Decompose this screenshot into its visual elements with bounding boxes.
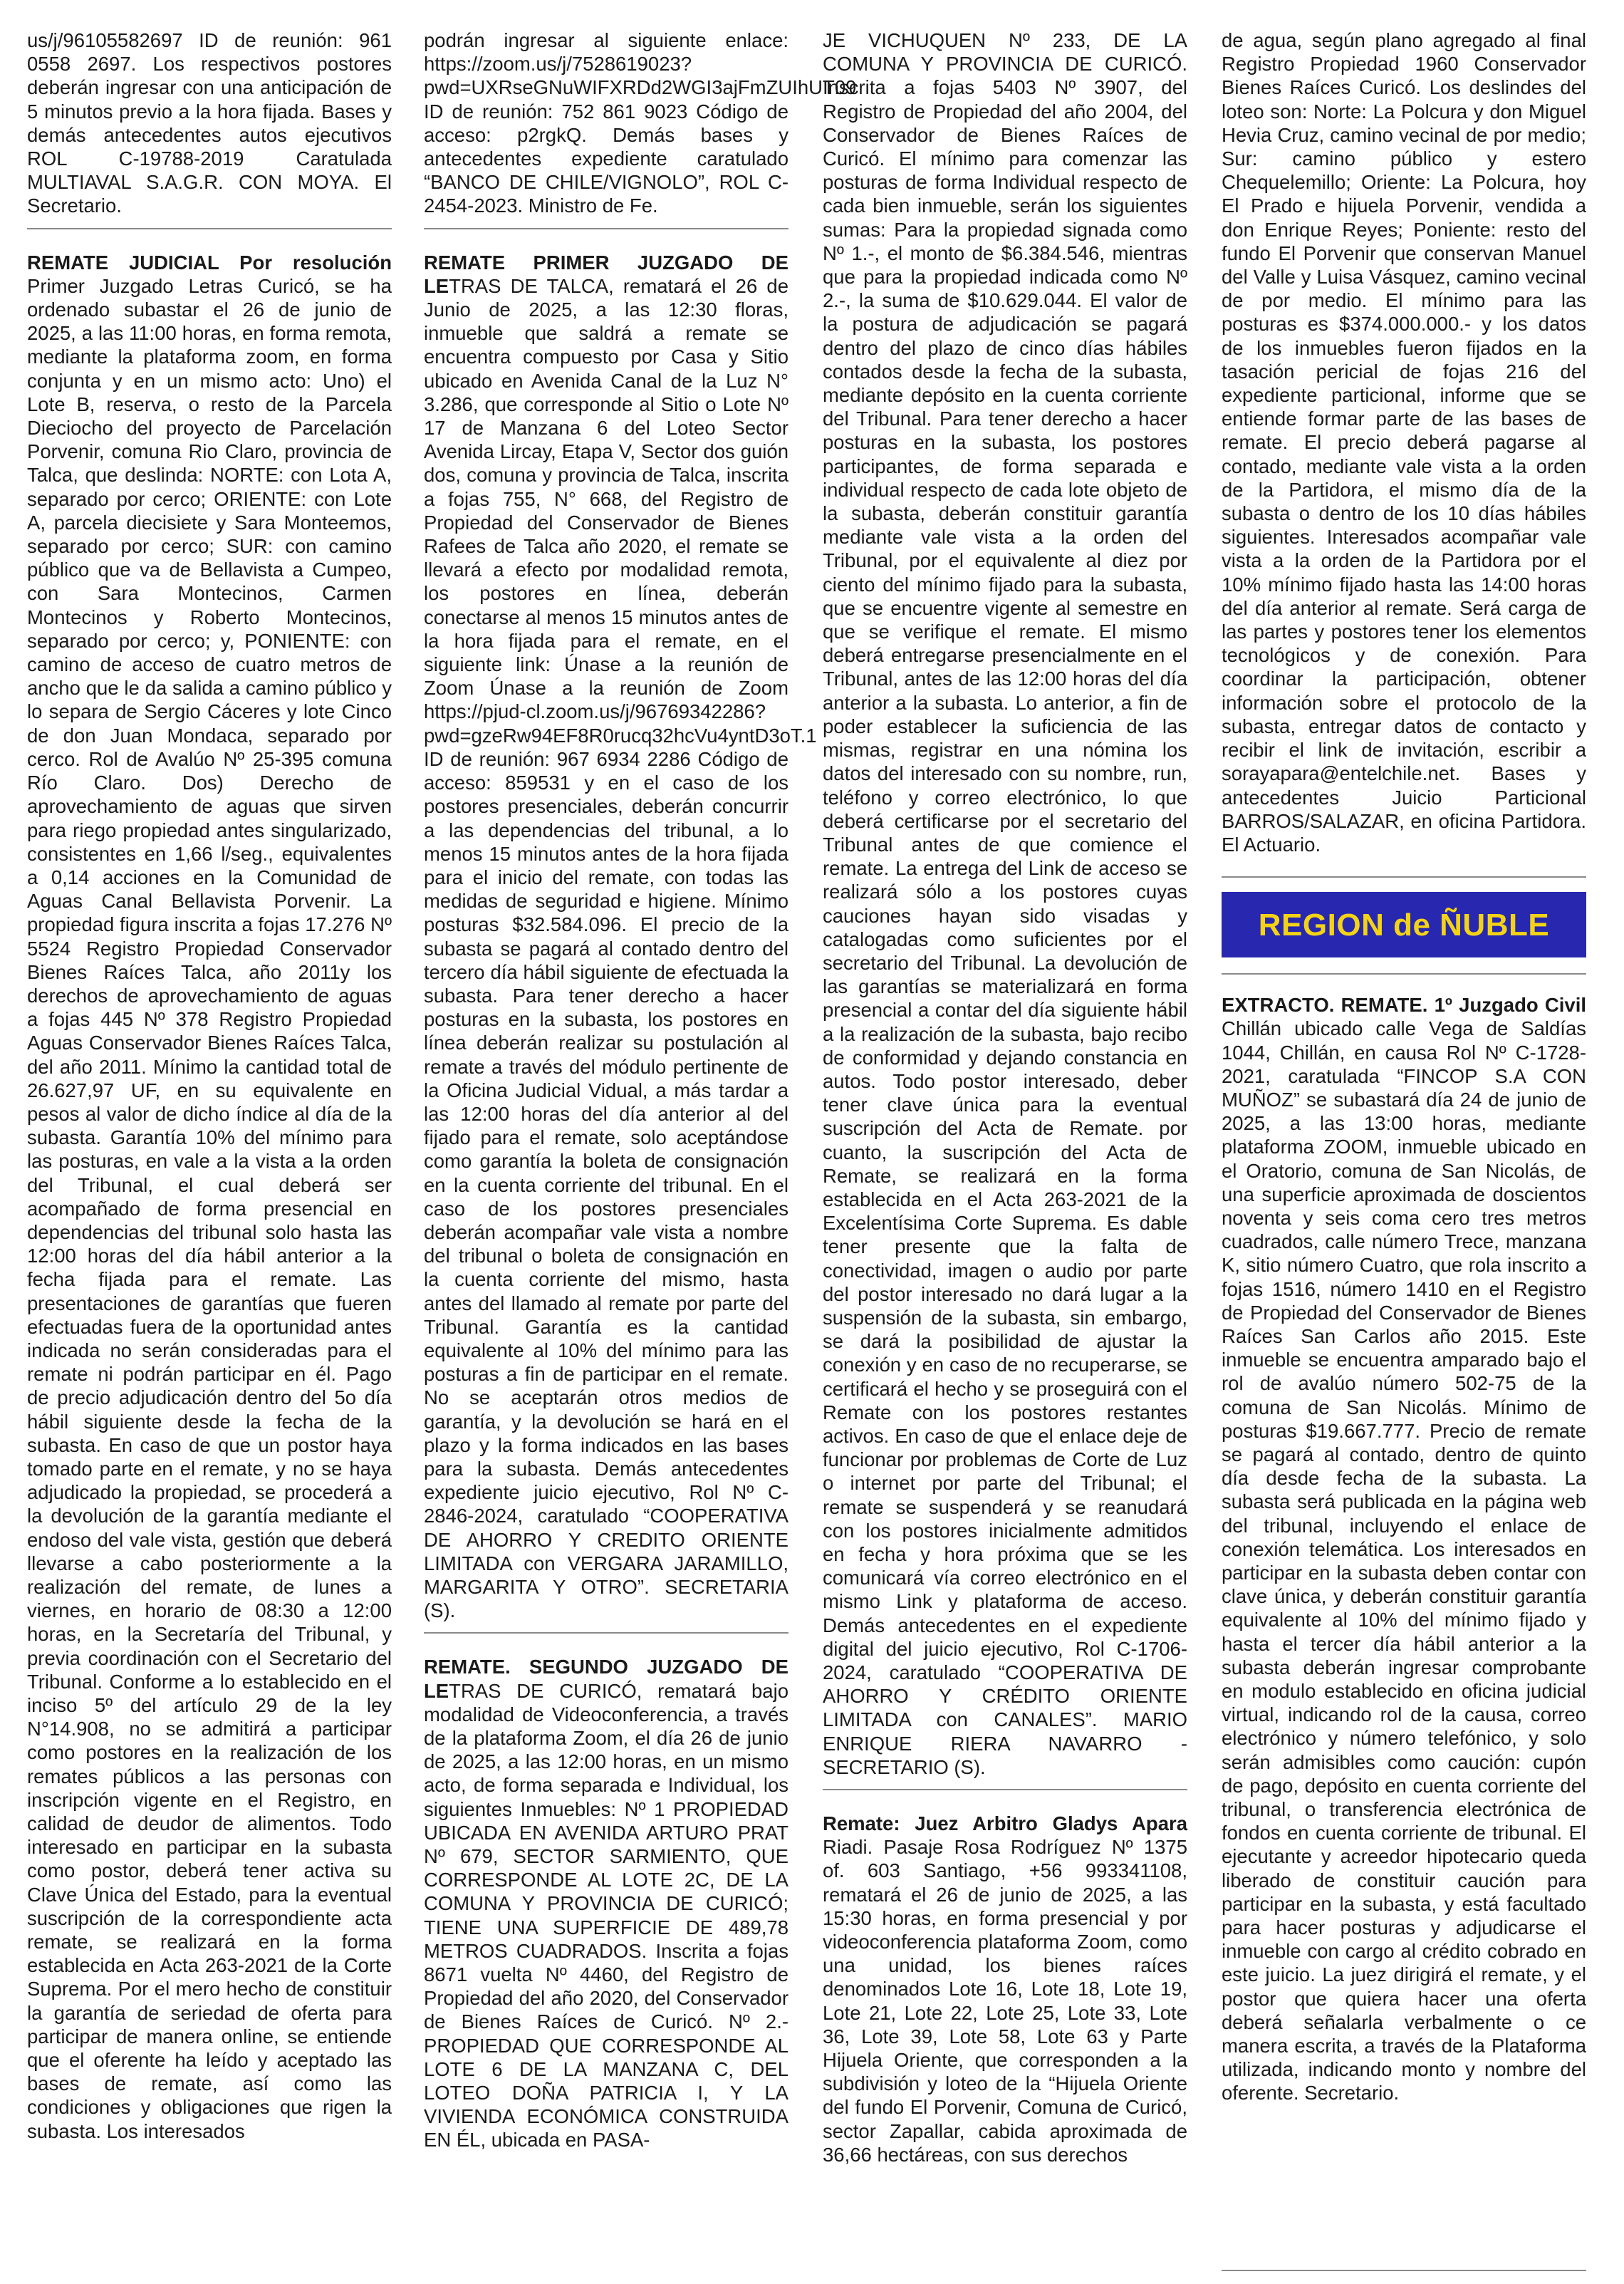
legal-notice — [823, 28, 1187, 1779]
region-banner — [1222, 892, 1586, 957]
notice-paragraph — [823, 28, 1187, 1779]
notice-paragraph — [424, 251, 817, 1623]
legal-notice — [1222, 28, 1586, 856]
notice-body: us/j/96105582697 ID de reunión: 961 0558 2697. Los respectivos postores deberán ingresar con una anticipación de 5 minutos previo a la hora fijada. Bases y demás antecedentes autos ejecutivos ROL C-19788-2019 Caratulada MULTIAVAL S.A.G.R. CON MOYA. El Secretario. — [27, 29, 392, 217]
notice-divider — [424, 1632, 788, 1634]
notice-body: de agua, según plano agregado al final Registro Propiedad 1960 Conservador Bienes Raíces Curicó. Los deslindes del loteo son: Norte: La Polcura y don Miguel Hevia Cruz, camino vecinal de por medio; Sur: camino público y estero Chequelemillo; Oriente: La Polcura, hoy El Prado e hijuela Porvenir, vendida a don Enrique Reyes; Poniente: resto del fundo El Porvenir que conservan Manuel del Valle y Luisa Vásquez, camino vecinal de por medio. El mínimo para las posturas es $374.000.000.- y los datos de los inmuebles fueron fijados en la tasación pericial de fojas 216 del expediente particional, informe que se entiende formar parte de las bases de remate. El precio deberá pagarse al contado, mediante vale vista a la orden de la Partidora, el mismo día de la subasta o dentro de los 10 días hábiles siguientes. Interesados acompañar vale vista a la orden de la Partidora por el 10% mínimo fijado hasta las 14:00 horas del día anterior al remate. Será carga de las partes y postores tener los elementos tecnológicos y de conexión. Para coordinar la participación, obtener información sobre el protocolo de la subasta, entregar datos de contacto y recibir el link de invitación, escribir a sorayapara@entelchile.net. Bases y antecedentes Juicio Particional BARROS/SALAZAR, en oficina Partidora. El Actuario. — [1222, 29, 1586, 856]
notice-body: Riadi. Pasaje Rosa Rodríguez Nº 1375 of. 603 Santiago, +56 993341108, rematará el 26 de junio de 2025, a las 15:30 horas, en forma presencial y por videoconferencia plataforma Zoom, como una unidad, los bienes raíces denominados Lote 16, Lote 18, Lote 19, Lote 21, Lote 22, Lote 25, Lote 33, Lote 36, Lote 39, Lote 58, Lote 63 y Parte Hijuela Oriente, que corresponden a la subdivisión y loteo de la “Hijuela Oriente del fundo El Porvenir, Comuna de Curicó, sector Zapallar, cabida aproximada de 36,66 hectáreas, con sus derechos — [823, 1836, 1187, 2166]
notice-heading: EXTRACTO. REMATE. 1º Juzgado Civil — [1222, 994, 1586, 1017]
notice-heading: Remate: Juez Arbitro Gladys Apara — [823, 1812, 1187, 1835]
column-1 — [27, 28, 392, 2143]
notice-paragraph — [1222, 28, 1586, 856]
column-3 — [823, 28, 1187, 2166]
legal-notice — [424, 251, 817, 1623]
legal-notice — [27, 28, 392, 218]
legal-notice — [27, 251, 392, 2143]
bottom-divider — [1222, 2270, 1586, 2271]
column-2 — [424, 28, 857, 2152]
notice-body: TRAS DE TALCA, rematará el 26 de Junio de 2025, a las 12:30 floras, inmueble que saldrá a remate se encuentra compuesto por Casa y Sitio ubicado en Avenida Canal de la Luz N° 3.286, que corresponde al Sitio o Lote Nº 17 de Manzana 6 del Loteo Sector Avenida Lircay, Etapa V, Sector dos guión dos, comuna y provincia de Talca, inscrita a fojas 755, N° 668, del Registro de Propiedad del Conservador de Bienes Rafees de Talca año 2020, el remate se llevará a efecto por modalidad remota, los postores en línea, deberán conectarse al menos 15 minutos antes de la hora fijada para el remate, en el siguiente link: Únase a la reunión de Zoom Únase a la reunión de Zoom https://pjud-cl.zoom.us/j/96769342286?pwd=gzeRw94EF8R0rucq32hcVu4yntD3oT.1 ID de reunión: 967 6934 2286 Código de acceso: 859531 y en el caso de los postores presenciales, deberán concurrir a las dependencias del tribunal, a lo menos 15 minutos antes de la hora fijada para el inicio del remate, con todas las medidas de seguridad e higiene. Mínimo posturas $32.584.096. El precio de la subasta se pagará al contado dentro del tercero día hábil siguiente de efectuada la subasta. Para tener derecho a hacer posturas en la subasta, los postores en línea deberán realizar su postulación al remate a través del módulo pertinente de la Oficina Judicial Vidual, a más tardar a las 12:00 horas del día anterior al del fijado para el remate, solo aceptándose como garantía la boleta de consignación en la cuenta corriente del tribunal. En el caso de los postores presenciales deberán acompañar vale vista a nombre del tribunal o boleta de consignación en la cuenta corriente del mismo, hasta antes del llamado al remate por parte del Tribunal. Garantía es la cantidad equivalente al 10% del mínimo para las posturas a fin de participar en el remate. No se aceptarán otros medios de garantía, y la devolución se hará en el plazo y la forma indicados en las bases para la subasta. Demás antecedentes expediente juicio ejecutivo, Rol Nº C-2846-2024, caratulado “COOPERATIVA DE AHORRO Y CREDITO ORIENTE LIMITADA con VERGARA JARAMILLO, MARGARITA Y OTRO”. SECRETARIA (S). — [424, 274, 817, 1622]
notice-divider — [424, 228, 788, 229]
notice-body: Chillán ubicado calle Vega de Saldías 1044, Chillán, en causa Rol Nº C-1728-2021, caratulada “FINCOP S.A CON MUÑOZ” se subastará día 24 de junio de 2025, a las 13:00 horas, mediante plataforma ZOOM, inmueble ubicado en el Oratorio, comuna de San Nicolás, de una superficie aproximada de doscientos noventa y seis coma cero tres metros cuadrados, calle número Trece, manzana K, sitio número Cuatro, que rola inscrito a fojas 1516, número 1410 en el Registro de Propiedad del Conservador de Bienes Raíces San Carlos año 2015. Este inmueble se encuentra amparado bajo el rol de avalúo número 502-75 de la comuna de San Nicolás. Mínimo de posturas $19.667.777. Precio de remate se pagará al contado, dentro de quinto día desde fecha de la subasta. La subasta será publicada en la página web del tribunal, incluyendo el enlace de conexión telemática. Los interesados en participar en la subasta deben contar con clave única, y deberán constituir garantía equivalente al 10% del mínimo fijado y hasta el tercer día hábil anterior a la subasta deberán ingresar comprobante en modulo establecido en oficina judicial virtual, indicando rol de la causa, correo electrónico y número telefónico, y solo serán admisibles como caución: cupón de pago, depósito en cuenta corriente del tribunal, o transferencia electrónica de fondos en cuenta corriente de tribunal. El ejecutante y acreedor hipotecario queda liberado de constituir caución para participar en la subasta, y está facultado para hacer posturas y adjudicarse el inmueble con cargo al crédito cobrado en este juicio. La juez dirigirá el remate, y el postor que quiera hacer una oferta deberá señalarla verbalmente o ce manera escrita, a través de la Plataforma utilizada, indicando monto y nombre del oferente. Secretario. — [1222, 1017, 1586, 2104]
notice-heading: REMATE. SEGUNDO JUZGADO DE LE — [424, 1656, 788, 1702]
legal-notice — [424, 1655, 788, 2151]
notice-divider — [27, 228, 392, 229]
notice-divider — [823, 1789, 1187, 1790]
notice-paragraph — [1222, 993, 1586, 2105]
divider — [1222, 973, 1586, 975]
notice-paragraph — [424, 1655, 788, 2151]
notice-heading: REMATE PRIMER JUZGADO DE LE — [424, 251, 788, 297]
column-4 — [1222, 28, 1586, 2105]
divider — [1222, 876, 1586, 878]
notice-paragraph — [27, 251, 392, 2143]
notice-body: JE VICHUQUEN Nº 233, DE LA COMUNA Y PROVINCIA DE CURICÓ. Inscrita a fojas 5403 Nº 3907, del Registro de Propiedad del año 2004, del Conservador de Bienes Raíces de Curicó. El mínimo para comenzar las posturas de forma Individual respecto de cada bien inmueble, serán los siguientes sumas: Para la propiedad signada como Nº 1.-, el monto de $6.384.546, mientras que para la propiedad indicada como Nº 2.-, la suma de $10.629.044. El valor de la postura de adjudicación se pagará dentro del plazo de cinco días hábiles contados desde la fecha de la subasta, mediante depósito en la cuenta corriente del Tribunal. Para tener derecho a hacer posturas en la subasta, los postores participantes, de forma separada e individual respecto de cada lote objeto de la subasta, deberán constituir garantía mediante vale vista a la orden del Tribunal, por el equivalente al diez por ciento del mínimo fijado para la subasta, que se encuentre vigente al semestre en que se verifique el remate. El mismo deberá entregarse presencialmente en el Tribunal, antes de las 12:00 horas del día anterior a la subasta. Lo anterior, a fin de poder establecer la suficiencia de las mismas, registrar en una nómina los datos del interesado con su nombre, run, teléfono y correo electrónico, lo que deberá certificarse por el secretario del Tribunal antes de que comience el remate. La entrega del Link de acceso se realizará sólo a los postores cuyas cauciones hayan sido visadas y catalogadas como suficientes por el secretario del Tribunal. La devolución de las garantías se materializará en forma presencial a contar del día siguiente hábil a la realización de la subasta, bajo recibo de conformidad y dejando constancia en autos. Todo postor interesado, deber tener clave única para la eventual suscripción del Acta de Remate. por cuanto, la suscripción del Acta de Remate, se realizará en la forma establecida en el Acta 263-2021 de la Excelentísima Corte Suprema. Es dable tener presente que la falta de conectividad, imagen o audio por parte del postor interesado no dará lugar a la suspensión de la subasta, sin embargo, se dará la posibilidad de ajustar la conexión y en caso de no recuperarse, se certificará el hecho y se proseguirá con el Remate con los postores restantes activos. En caso de que el enlace deje de funcionar por problemas de Corte de Luz o internet por parte del Tribunal; el remate se suspenderá y se reanudará con los postores inicialmente admitidos en fecha y hora próxima que se les comunicará vía correo electrónico en el mismo Link y plataforma de acceso. Demás antecedentes en el expediente digital del juicio ejecutivo, Rol C-1706-2024, caratulado “COOPERATIVA DE AHORRO Y CRÉDITO ORIENTE LIMITADA con CANALES”. MARIO ENRIQUE RIERA NAVARRO - SECRETARIO (S). — [823, 29, 1187, 1778]
legal-notice — [424, 28, 857, 218]
notice-body: TRAS DE CURICÓ, rematará bajo modalidad de Videoconferencia, a través de la plataforma Zoom, el día 26 de junio de 2025, a las 12:00 horas, en un mismo acto, de forma separada e Individual, los siguientes Inmuebles: Nº 1 PROPIEDAD UBICADA EN AVENIDA ARTURO PRAT Nº 679, SECTOR SARMIENTO, QUE CORRESPONDE AL LOTE 2C, DE LA COMUNA Y PROVINCIA DE CURICÓ; TIENE UNA SUPERFICIE DE 489,78 METROS CUADRADOS. Inscrita a fojas 8671 vuelta Nº 4460, del Registro de Propiedad del año 2020, del Conservador de Bienes Raíces de Curicó. Nº 2.- PROPIEDAD QUE CORRESPONDE AL LOTE 6 DE LA MANZANA C, DEL LOTEO DOÑA PATRICIA I, Y LA VIVIENDA ECONÓMICA CONSTRUIDA EN ÉL, ubicada en PASA- — [424, 1679, 788, 2151]
notice-body: Primer Juzgado Letras Curicó, se ha ordenado subastar el 26 de junio de 2025, a las 11:00 horas, en forma remota, mediante la plataforma zoom, en forma conjunta y en un mismo acto: Uno) el Lote B, reserva, o resto de la Parcela Dieciocho del proyecto de Parcelación Porvenir, comuna Rio Claro, provincia de Talca, que deslinda: NORTE: con Lota A, separado por cerco; ORIENTE: con Lote A, parcela diecisiete y Sara Monteemos, separado por cerco; SUR: con camino público que va de Bellavista a Cumpeo, con Sara Montecinos, Carmen Montecinos y Roberto Montecinos, separado por cerco; y, PONIENTE: con camino de acceso de cuatro metros de ancho que le da salida a camino público y lo separa de Sergio Cáceres y lote Cinco de don Juan Mondaca, separado por cerco. Rol de Avalúo Nº 25-395 comuna Río Claro. Dos) Derecho de aprovechamiento de aguas que sirven para riego propiedad antes singularizado, consistentes en 1,66 l/seg., equivalentes a 0,14 acciones en la Comunidad de Aguas Canal Bellavista Porvenir. La propiedad figura inscrita a fojas 17.276 Nº 5524 Registro Propiedad Conservador Bienes Raíces Talca, año 2011y los derechos de aprovechamiento de aguas a fojas 445 Nº 378 Registro Propiedad Aguas Conservador Bienes Raíces Talca, del año 2011. Mínimo la cantidad total de 26.627,97 UF, en su equivalente en pesos al valor de dicho índice al día de la subasta. Garantía 10% del mínimo para las posturas, en vale a la vista a la orden del Tribunal, el cual deberá ser acompañado de forma presencial en dependencias del tribunal solo hasta las 12:00 horas del día hábil anterior a la fecha fijada para el remate. Las presentaciones de garantías que fueren efectuadas fuera de la oportunidad antes indicada no serán consideradas para el remate ni podrán participar en él. Pago de precio adjudicación dentro del 5o día hábil siguiente desde la fecha de la subasta. En caso de que un postor haya tomado parte en el remate, y no se haya adjudicado la propiedad, se procederá a la devolución de la garantía mediante el endoso del vale vista, gestión que deberá llevarse a cabo posteriormente a la realización del remate, de lunes a viernes, en horario de 08:30 a 12:00 horas, en la Secretaría del Tribunal, y previa coordinación con el Secretario del Tribunal. Conforme a lo establecido en el inciso 5º del artículo 29 de la ley N°14.908, no se admitirá a participar como postores en la realización de los remates públicos a las personas con inscripción vigente en el Registro, en calidad de deudor de alimentos. Todo interesado en participar en la subasta como postor, deberá tener activa su Clave Única del Estado, para la eventual suscripción de la correspondiente acta remate, se realizará en la forma establecida en Acta 263-2021 de la Corte Suprema. Por el mero hecho de constituir la garantía de seriedad de oferta para participar de manera online, se entiende que el oferente ha leído y aceptado las bases de remate, así como las condiciones y obligaciones que rigen la subasta. Los interesados — [27, 274, 392, 2142]
legal-notice — [823, 1812, 1187, 2166]
region-title: REGION de ÑUBLE — [1258, 907, 1550, 943]
notice-paragraph — [424, 28, 857, 218]
notice-heading: REMATE JUDICIAL Por resolución — [27, 251, 392, 274]
notice-paragraph — [27, 28, 392, 218]
notice-body: podrán ingresar al siguiente enlace: https://zoom.us/j/7528619023?pwd=UXRseGNuWIFXRDd2WGI3ajFmZUIhUT09 ID de reunión: 752 861 9023 Código de acceso: p2rgkQ. Demás bases y antecedentes expediente caratulado “BANCO DE CHILE/VIGNOLO”, ROL C-2454-2023. Ministro de Fe. — [424, 29, 857, 217]
notice-paragraph — [823, 1812, 1187, 2166]
legal-notice — [1222, 993, 1586, 2105]
region-section-header — [1222, 876, 1586, 975]
